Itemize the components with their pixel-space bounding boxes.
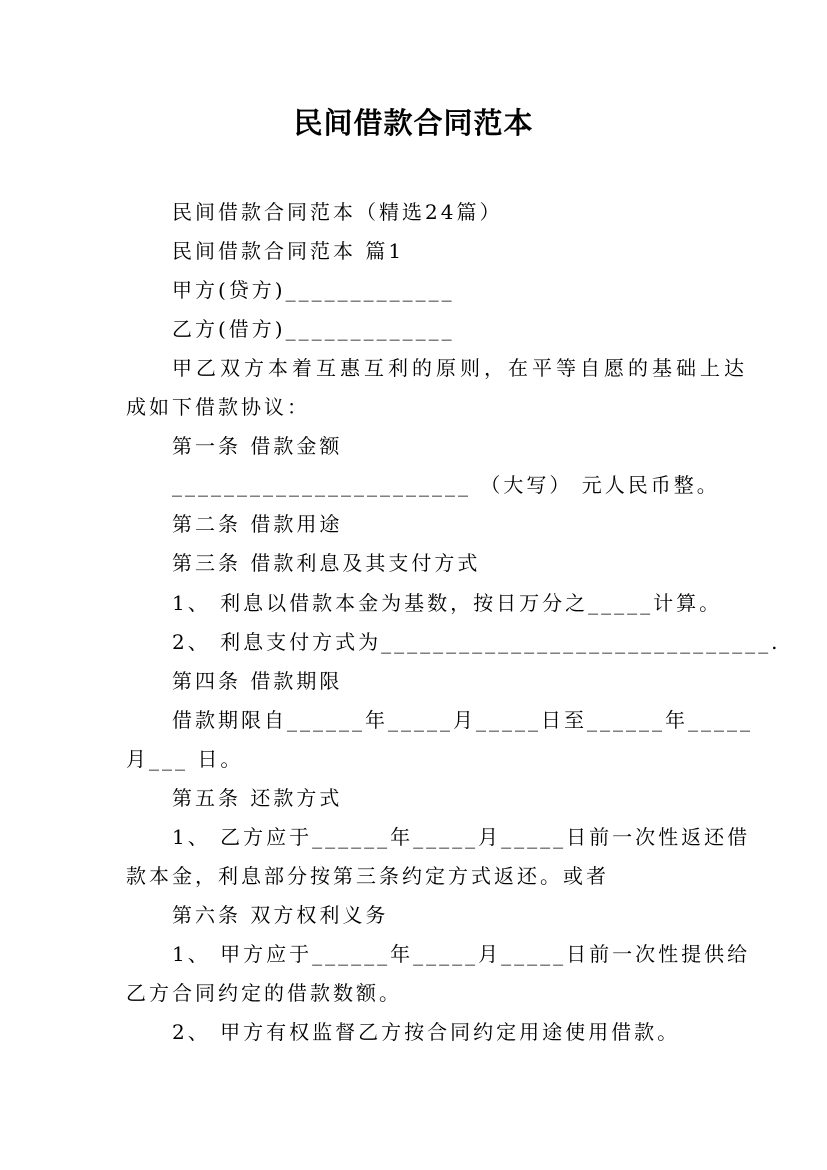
document-title: 民间借款合同范本 xyxy=(293,106,534,140)
doc-line-rights-1: 1、 甲方应于______年_____月_____日前一次性提供给 xyxy=(172,942,751,966)
doc-line-interest-2: 2、 利息支付方式为______________________________. xyxy=(172,630,781,654)
doc-line-repay-1: 1、 乙方应于______年_____月_____日前一次性返还借 xyxy=(172,825,751,849)
doc-line-amount: _______________________ （大写） 元人民币整。 xyxy=(172,473,720,497)
doc-line-article-5: 第五条 还款方式 xyxy=(172,786,343,810)
doc-line-subtitle: 民间借款合同范本（精选24篇） xyxy=(172,200,503,224)
doc-line-rights-2: 2、 甲方有权监督乙方按合同约定用途使用借款。 xyxy=(172,1020,681,1044)
doc-line-preamble: 甲乙双方本着互惠互利的原则，在平等自愿的基础上达 xyxy=(172,356,748,380)
doc-line-article-2: 第二条 借款用途 xyxy=(172,512,343,536)
doc-line-interest-1: 1、 利息以借款本金为基数，按日万分之_____计算。 xyxy=(172,591,723,615)
doc-line-article-4: 第四条 借款期限 xyxy=(172,669,343,693)
doc-line-term: 借款期限自______年_____月_____日至______年_____ xyxy=(172,708,753,732)
doc-line-term-cont: 月___ 日。 xyxy=(126,747,244,771)
doc-line-party-b: 乙方(借方)_____________ xyxy=(172,317,455,341)
doc-line-article-6: 第六条 双方权利义务 xyxy=(172,903,389,927)
doc-line-article-1: 第一条 借款金额 xyxy=(172,434,343,458)
doc-line-rights-1-cont: 乙方合同约定的借款数额。 xyxy=(126,981,402,1005)
doc-line-repay-1-cont: 款本金，利息部分按第三条约定方式返还。或者 xyxy=(126,864,609,888)
doc-line-article-3: 第三条 借款利息及其支付方式 xyxy=(172,551,481,575)
doc-line-party-a: 甲方(贷方)_____________ xyxy=(172,278,455,302)
doc-line-preamble-cont: 成如下借款协议： xyxy=(126,395,310,419)
doc-line-section: 民间借款合同范本 篇1 xyxy=(172,239,405,263)
